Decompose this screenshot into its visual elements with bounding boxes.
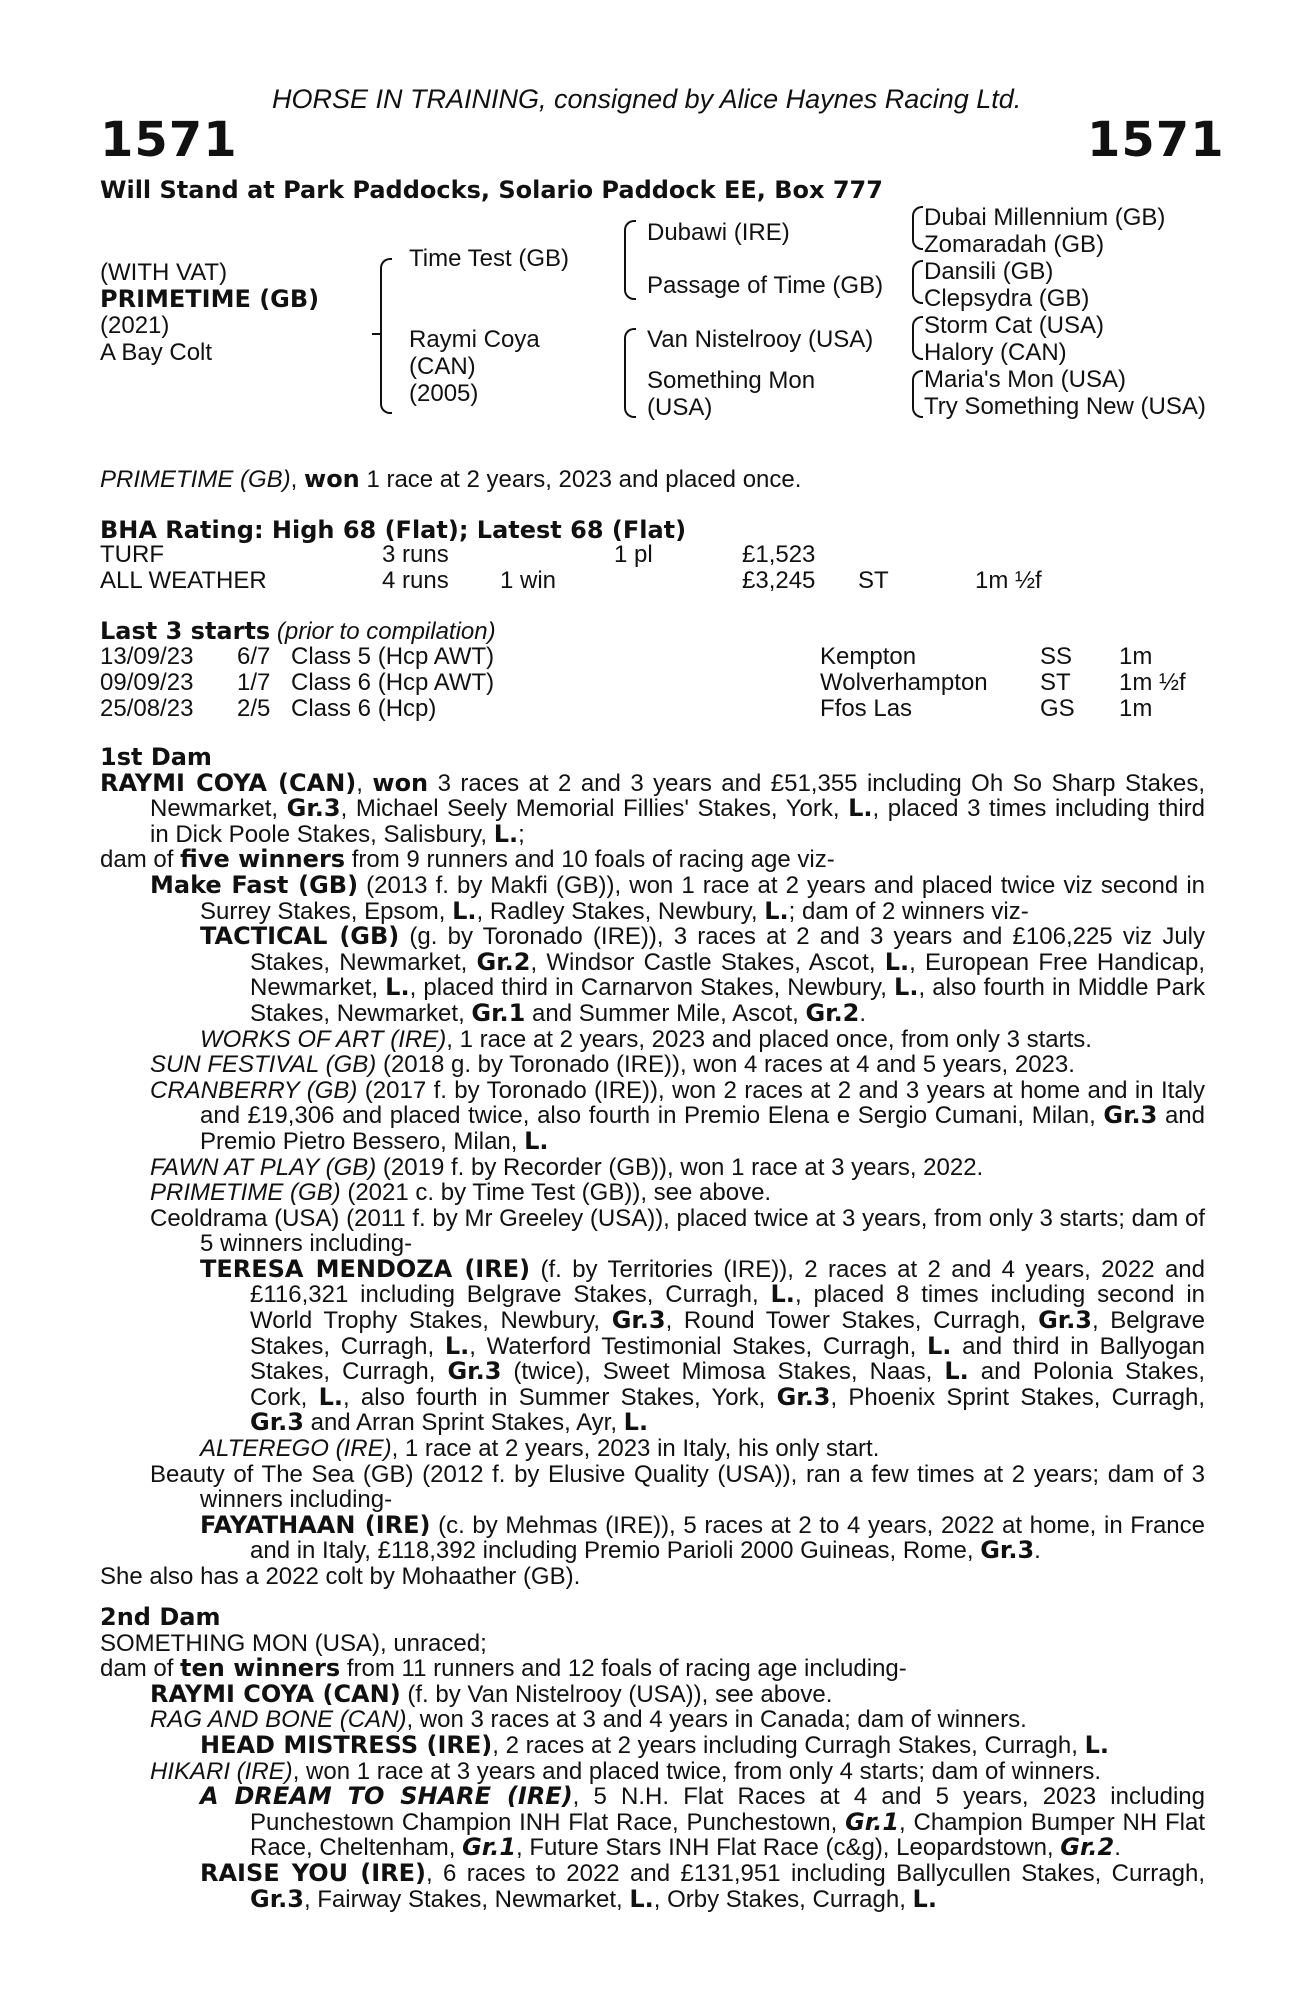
- pedigree-dam-line1: Raymi Coya: [409, 326, 540, 353]
- rating-aw-prize: £3,245: [742, 567, 816, 594]
- brace-ds: [912, 316, 923, 360]
- produce-entry: TERESA MENDOZA (IRE) (f. by Territories (IRE)), 2 races at 2 and 4 years, 2022 and £116,321 including Belgrave Stakes, Curragh, L., placed 8 times including second in World Trophy Stakes, Newbury, Gr.3, Round Tower Stakes, Curragh, Gr.3, Belgrave Stakes, Curragh, L., Waterford Testimonial Stakes, Curragh, L. and third in Ballyogan Stakes, Curragh, Gr.3 (twice), Sweet Mimosa Stakes, Naas, L. and Polonia Stakes, Cork, L., also fourth in Summer Stakes, York, Gr.3, Phoenix Sprint Stakes, Curragh, Gr.3 and Arran Sprint Stakes, Ayr, L.: [200, 1254, 1206, 1437]
- produce-entry: RAYMI COYA (CAN) (f. by Van Nistelrooy (USA)), see above.: [150, 1679, 833, 1708]
- pedigree-dam-line2: (CAN): [409, 353, 476, 380]
- brace-dd: [912, 370, 923, 418]
- start-position: 2/5: [237, 695, 271, 722]
- start-race: Class 6 (Hcp): [291, 695, 437, 722]
- race-summary: PRIMETIME (GB), won 1 race at 2 years, 2023 and placed once.: [100, 465, 802, 493]
- rating-aw-surface: ALL WEATHER: [100, 567, 267, 594]
- produce-entry: Make Fast (GB) (2013 f. by Makfi (GB)), won 1 race at 2 years and placed twice viz second in Surrey Stakes, Epsom, L., Radley Stakes, Newbury, L.; dam of 2 winners viz-: [150, 870, 1205, 925]
- start-course: Ffos Las: [820, 695, 913, 722]
- produce-entry: RAISE YOU (IRE), 6 races to 2022 and £131,951 including Ballycullen Stakes, Curragh, Gr.3, Fairway Stakes, Newmarket, L., Orby Stakes, Curragh, L.: [200, 1858, 1206, 1913]
- start-race: Class 6 (Hcp AWT): [291, 669, 495, 696]
- dam-record: RAYMI COYA (CAN), won 3 races at 2 and 3 years and £51,355 including Oh So Sharp Stakes, Newmarket, Gr.3, Michael Seely Memorial Fillies' Stakes, York, L., placed 3 times including third in Dick Poole Stakes, Salisbury, L.;: [100, 768, 1205, 848]
- pedigree-dam-sire: Van Nistelrooy (USA): [647, 326, 874, 353]
- start-course: Kempton: [820, 643, 917, 670]
- start-position: 6/7: [237, 643, 271, 670]
- pedigree-ssd: Zomaradah (GB): [924, 231, 1105, 258]
- horse-year: (2021): [100, 312, 170, 339]
- pedigree-dam-dam-line1: Something Mon: [647, 367, 816, 394]
- produce-entry: FAYATHAAN (IRE) (c. by Mehmas (IRE)), 5 races at 2 to 4 years, 2022 at home, in France and in Italy, £118,392 including Premio Parioli 2000 Guineas, Rome, Gr.3.: [200, 1510, 1206, 1565]
- rating-aw-going: ST: [858, 567, 889, 594]
- produce-entry: SUN FESTIVAL (GB) (2018 g. by Toronado (IRE)), won 4 races at 4 and 5 years, 2023.: [150, 1051, 1075, 1079]
- pedigree-sdd: Clepsydra (GB): [924, 285, 1090, 312]
- rating-turf-surface: TURF: [100, 541, 164, 568]
- produce-entry: PRIMETIME (GB) (2021 c. by Time Test (GB)), see above.: [150, 1179, 772, 1207]
- dam-produce-summary: dam of five winners from 9 runners and 10 foals of racing age viz-: [100, 845, 835, 874]
- pedigree-sire: Time Test (GB): [409, 245, 570, 272]
- produce-entry: CRANBERRY (GB) (2017 f. by Toronado (IRE)), won 2 races at 2 and 3 years at home and in Italy and £19,306 and placed twice, also fourth in Premio Elena e Sergio Cumani, Milan, Gr.3 and Premio Pietro Bessero, Milan, L.: [150, 1076, 1205, 1155]
- pedigree-dam-dam-line2: (USA): [647, 394, 713, 421]
- rating-turf-prize: £1,523: [742, 541, 816, 568]
- pedigree-ddd: Try Something New (USA): [924, 393, 1206, 420]
- dam-produce-summary: dam of ten winners from 11 runners and 12 foals of racing age including-: [100, 1654, 907, 1683]
- produce-entry: TACTICAL (GB) (g. by Toronado (IRE)), 3 races at 2 and 3 years and £106,225 viz July Stakes, Newmarket, Gr.2, Windsor Castle Stakes, Ascot, L., European Free Handicap, Newmarket, L., placed third in Carnarvon Stakes, Newbury, L., also fourth in Middle Park Stakes, Newmarket, Gr.1 and Summer Mile, Ascot, Gr.2.: [200, 922, 1205, 1027]
- pedigree-brace-dam: [624, 328, 636, 418]
- pedigree-sire-dam: Passage of Time (GB): [647, 272, 884, 299]
- start-date: 25/08/23: [100, 695, 194, 722]
- first-dam-section: [100, 745, 1205, 1590]
- consignment-line: HORSE IN TRAINING, consigned by Alice Haynes Racing Ltd.: [272, 84, 1022, 114]
- lot-number-left: 1571: [100, 112, 238, 168]
- pedigree-sire-sire: Dubawi (IRE): [647, 219, 790, 246]
- start-course: Wolverhampton: [820, 669, 988, 696]
- produce-entry: RAG AND BONE (CAN), won 3 races at 3 and 4 years in Canada; dam of winners.: [150, 1706, 1027, 1734]
- first-dam-heading: 1st Dam: [100, 743, 212, 771]
- last-starts-title: Last 3 starts (prior to compilation): [100, 617, 496, 645]
- rating-aw-runs: 4 runs: [382, 567, 449, 594]
- produce-entry: ALTEREGO (IRE), 1 race at 2 years, 2023 in Italy, his only start.: [200, 1435, 880, 1463]
- produce-entry: Ceoldrama (USA) (2011 f. by Mr Greeley (USA)), placed twice at 3 years, from only 3 starts; dam of 5 winners including-: [150, 1204, 1205, 1258]
- start-distance: 1m: [1119, 695, 1153, 722]
- pedigree-sds: Dansili (GB): [924, 258, 1054, 285]
- dam-record: SOMETHING MON (USA), unraced;: [100, 1629, 487, 1657]
- second-dam-heading: 2nd Dam: [100, 1603, 221, 1631]
- start-date: 09/09/23: [100, 669, 194, 696]
- stabling-line: Will Stand at Park Paddocks, Solario Paddock EE, Box 777: [100, 176, 883, 204]
- start-distance: 1m: [1119, 643, 1153, 670]
- brace-mid: [372, 333, 380, 335]
- pedigree-sss: Dubai Millennium (GB): [924, 204, 1166, 231]
- produce-note: She also has a 2022 colt by Mohaather (GB).: [100, 1563, 581, 1590]
- lot-number-right: 1571: [1087, 112, 1225, 168]
- second-dam-section: [100, 1605, 1205, 1912]
- rating-turf-placed: 1 pl: [614, 541, 653, 568]
- pedigree-dam-line3: (2005): [409, 380, 479, 407]
- rating-aw-distance: 1m ½f: [975, 567, 1042, 594]
- pedigree-dds: Maria's Mon (USA): [924, 366, 1126, 393]
- rating-aw-wins: 1 win: [500, 567, 557, 594]
- produce-entry: Beauty of The Sea (GB) (2012 f. by Elusive Quality (USA)), ran a few times at 2 years; dam of 3 winners including-: [150, 1460, 1205, 1514]
- start-going: SS: [1040, 643, 1073, 670]
- start-going: GS: [1040, 695, 1075, 722]
- produce-entry: HIKARI (IRE), won 1 race at 3 years and placed twice, from only 4 starts; dam of winners.: [150, 1757, 1102, 1785]
- bha-rating-title: BHA Rating: High 68 (Flat); Latest 68 (Flat): [100, 516, 687, 544]
- pedigree-brace-sire: [624, 220, 636, 300]
- produce-entry: WORKS OF ART (IRE), 1 race at 2 years, 2023 and placed once, from only 3 starts.: [200, 1025, 1092, 1053]
- pedigree-brace-main: [380, 258, 392, 414]
- brace-sd: [912, 260, 923, 304]
- vat-note: (WITH VAT): [100, 259, 228, 286]
- start-position: 1/7: [237, 669, 271, 696]
- pedigree-dss: Storm Cat (USA): [924, 312, 1105, 339]
- horse-description: A Bay Colt: [100, 339, 213, 366]
- start-going: ST: [1040, 669, 1071, 696]
- start-race: Class 5 (Hcp AWT): [291, 643, 495, 670]
- produce-entry: FAWN AT PLAY (GB) (2019 f. by Recorder (GB)), won 1 race at 3 years, 2022.: [150, 1153, 984, 1181]
- start-distance: 1m ½f: [1119, 669, 1186, 696]
- horse-name: PRIMETIME (GB): [100, 285, 320, 313]
- pedigree-dsd: Halory (CAN): [924, 339, 1067, 366]
- start-date: 13/09/23: [100, 643, 194, 670]
- brace-ss: [912, 206, 923, 250]
- rating-turf-runs: 3 runs: [382, 541, 449, 568]
- produce-entry: HEAD MISTRESS (IRE), 2 races at 2 years including Curragh Stakes, Curragh, L.: [200, 1730, 1109, 1759]
- produce-entry: A DREAM TO SHARE (IRE), 5 N.H. Flat Races at 4 and 5 years, 2023 including Punchestown Champion INH Flat Race, Punchestown, Gr.1, Champion Bumper NH Flat Race, Cheltenham, Gr.1, Future Stars INH Flat Race (c&g), Leopardstown, Gr.2.: [200, 1782, 1205, 1862]
